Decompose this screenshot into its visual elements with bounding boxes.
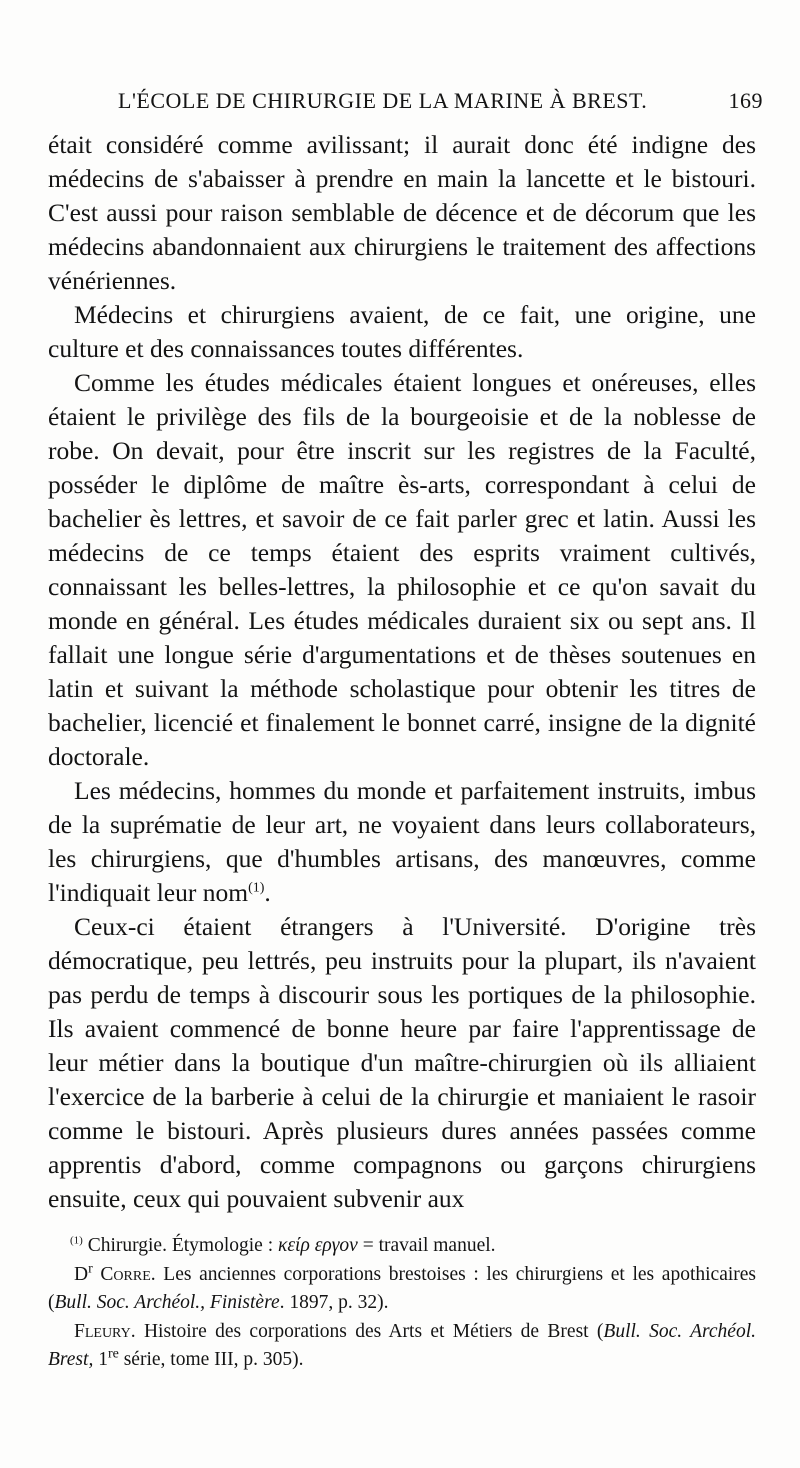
- paragraph-3: Comme les études médicales étaient longues et onéreuses, elles étaient le privilège des fils de la bourgeoisie et de la noblesse de robe. On devait, pour être inscrit sur les registres de la Faculté, posséder le diplôme de maître ès-arts, correspondant à celui de bachelier ès lettres, et savoir de ce fait parler grec et latin. Aussi les médecins de ce temps étaient des esprits vraiment cultivés, connaissant les belles-lettres, la philosophie et ce qu'on savait du monde en général. Les études médicales duraient six ou sept ans. Il fallait une longue série d'argumentations et de thèses soutenues en latin et suivant la méthode scholastique pour obtenir les titres de bachelier, licencié et finalement le bonnet carré, insigne de la dignité doctorale.: [48, 368, 756, 771]
- paragraph-2: Médecins et chirurgiens avaient, de ce fait, une origine, une culture et des connaissances toutes différentes.: [48, 300, 756, 363]
- footnote-reference: (1): [248, 880, 265, 896]
- footnote-marker: (1): [70, 1234, 83, 1247]
- footnote-2: [48, 1261, 756, 1318]
- running-title: L'ÉCOLE DE CHIRURGIE DE LA MARINE À BREST.: [118, 88, 648, 113]
- footnote-1-greek: κείρ εργον: [278, 1235, 358, 1256]
- footnote-3-author: Fleury: [74, 1320, 131, 1342]
- paragraph-4-end: .: [264, 878, 271, 907]
- footnote-3-reference: Bull. Soc. Archéol. Brest,: [48, 1320, 756, 1370]
- footnote-1-gloss: = travail manuel.: [362, 1235, 496, 1256]
- footnote-3-text: . Histoire des corporations des Arts et Métiers de Brest (: [130, 1320, 604, 1342]
- page-number: 169: [728, 88, 763, 113]
- footnote-2-end: . 1897, p. 32).: [279, 1292, 389, 1313]
- footnote-2-reference: Bull. Soc. Archéol., Finistère: [54, 1292, 280, 1313]
- paragraph-4-text: Les médecins, hommes du monde et parfaitement instruits, imbus de la suprématie de leur art, ne voyaient dans leurs collaborateurs, les chirurgiens, que d'humbles artisans, des manœuvres, comme l'indiquait leur nom: [48, 776, 756, 907]
- footnote-3-series-sup: re: [107, 1346, 119, 1362]
- footnote-2-title-sup: r: [88, 1261, 93, 1276]
- footnote-2-author: Corre: [100, 1263, 151, 1285]
- paragraph-4: [48, 774, 756, 910]
- footnote-3: [48, 1318, 756, 1375]
- footnote-1-text: Chirurgie. Étymologie :: [87, 1235, 274, 1256]
- footnotes: [48, 1232, 756, 1375]
- footnote-1: [48, 1232, 756, 1261]
- footnote-3-end: série, tome III, p. 305).: [123, 1349, 304, 1370]
- paragraph-5: Ceux-ci étaient étrangers à l'Université. D'origine très démocratique, peu lettrés, peu instruits pour la plupart, ils n'avaient pas perdu de temps à discourir sous les portiques de la philosophie. Ils avaient commencé de bonne heure par faire l'apprentissage de leur métier dans la boutique d'un maître-chirurgien où ils alliaient l'exercice de la barberie à celui de la chirurgie et maniaient le rasoir comme le bistouri. Après plusieurs dures années passées comme apprentis d'abord, comme compagnons ou garçons chirurgiens ensuite, ceux qui pouvaient subvenir aux: [48, 912, 756, 1213]
- paragraph-1: était considéré comme avilissant; il aurait donc été indigne des médecins de s'abaisser à prendre en main la lancette et le bistouri. C'est aussi pour raison semblable de décence et de décorum que les médecins abandonnaient aux chirurgiens le traitement des affections vénériennes.: [48, 130, 756, 295]
- footnote-3-series: 1: [98, 1349, 108, 1370]
- body-text: [48, 128, 756, 1216]
- footnote-2-text: . Les anciennes corporations brestoises : les chirurgiens et les apothicaires (: [48, 1263, 757, 1313]
- footnote-2-title-abbr: D: [74, 1263, 89, 1285]
